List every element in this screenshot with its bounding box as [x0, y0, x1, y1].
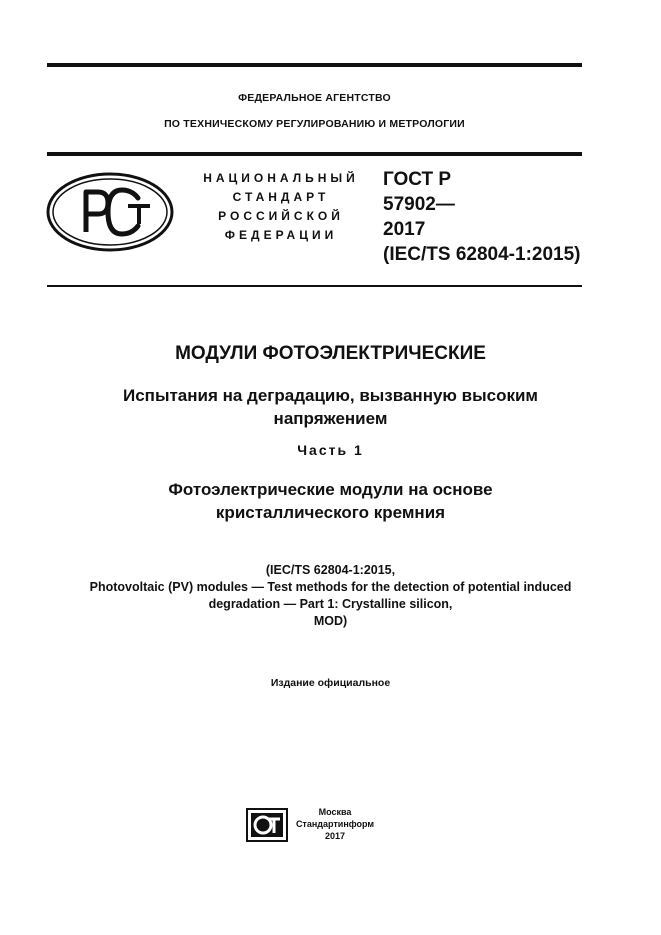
middle-rule: [47, 152, 582, 156]
document-title: МОДУЛИ ФОТОЭЛЕКТРИЧЕСКИЕ: [175, 343, 486, 364]
standard-line-1: НАЦИОНАЛЬНЫЙ: [203, 171, 359, 185]
bottom-rule: [47, 285, 582, 287]
part-title-line-1: Фотоэлектрические модули на основе: [168, 480, 493, 499]
publisher-city: Москва: [318, 807, 352, 817]
designation-line-1: ГОСТ Р: [383, 169, 452, 190]
agency-name-line-1: ФЕДЕРАЛЬНОЕ АГЕНТСТВО: [238, 92, 391, 104]
international-line-4: MOD): [313, 614, 348, 628]
document-subtitle: [47, 384, 614, 430]
international-line-2: Photovoltaic (PV) modules — Test methods for the detection of potential induced: [89, 580, 572, 594]
top-rule: [47, 63, 582, 67]
standard-line-2: СТАНДАРТ: [232, 190, 330, 204]
rst-gost-emblem-icon: [46, 172, 174, 252]
agency-name-line-2: ПО ТЕХНИЧЕСКОМУ РЕГУЛИРОВАНИЮ И МЕТРОЛОГИИ: [164, 118, 465, 130]
part-number: Часть 1: [297, 442, 364, 458]
international-reference: [47, 562, 614, 630]
subtitle-line-1: Испытания на деградацию, вызванную высоким: [123, 386, 538, 405]
standard-line-3: РОССИЙСКОЙ: [218, 209, 344, 223]
publisher-block: [292, 806, 378, 842]
designation-line-4: (IEC/TS 62804-1:2015): [383, 244, 581, 265]
standard-line-4: ФЕДЕРАЦИИ: [224, 228, 338, 242]
part-title-line-2: кристаллического кремния: [215, 503, 446, 522]
international-line-3: degradation — Part 1: Crystalline silicon,: [208, 597, 453, 611]
international-line-1: (IEC/TS 62804-1:2015,: [265, 563, 396, 577]
national-standard-block: [186, 169, 376, 245]
part-title: [47, 478, 614, 524]
standartinform-logo-icon: [246, 808, 288, 842]
subtitle-line-2: напряжением: [273, 409, 388, 428]
publisher-name: Стандартинформ: [295, 819, 375, 829]
edition-label: Издание официальное: [270, 677, 391, 689]
designation-line-3: 2017: [383, 219, 426, 240]
publisher-year: 2017: [324, 831, 346, 841]
standard-designation: [383, 167, 581, 267]
designation-line-2: 57902—: [383, 194, 455, 215]
